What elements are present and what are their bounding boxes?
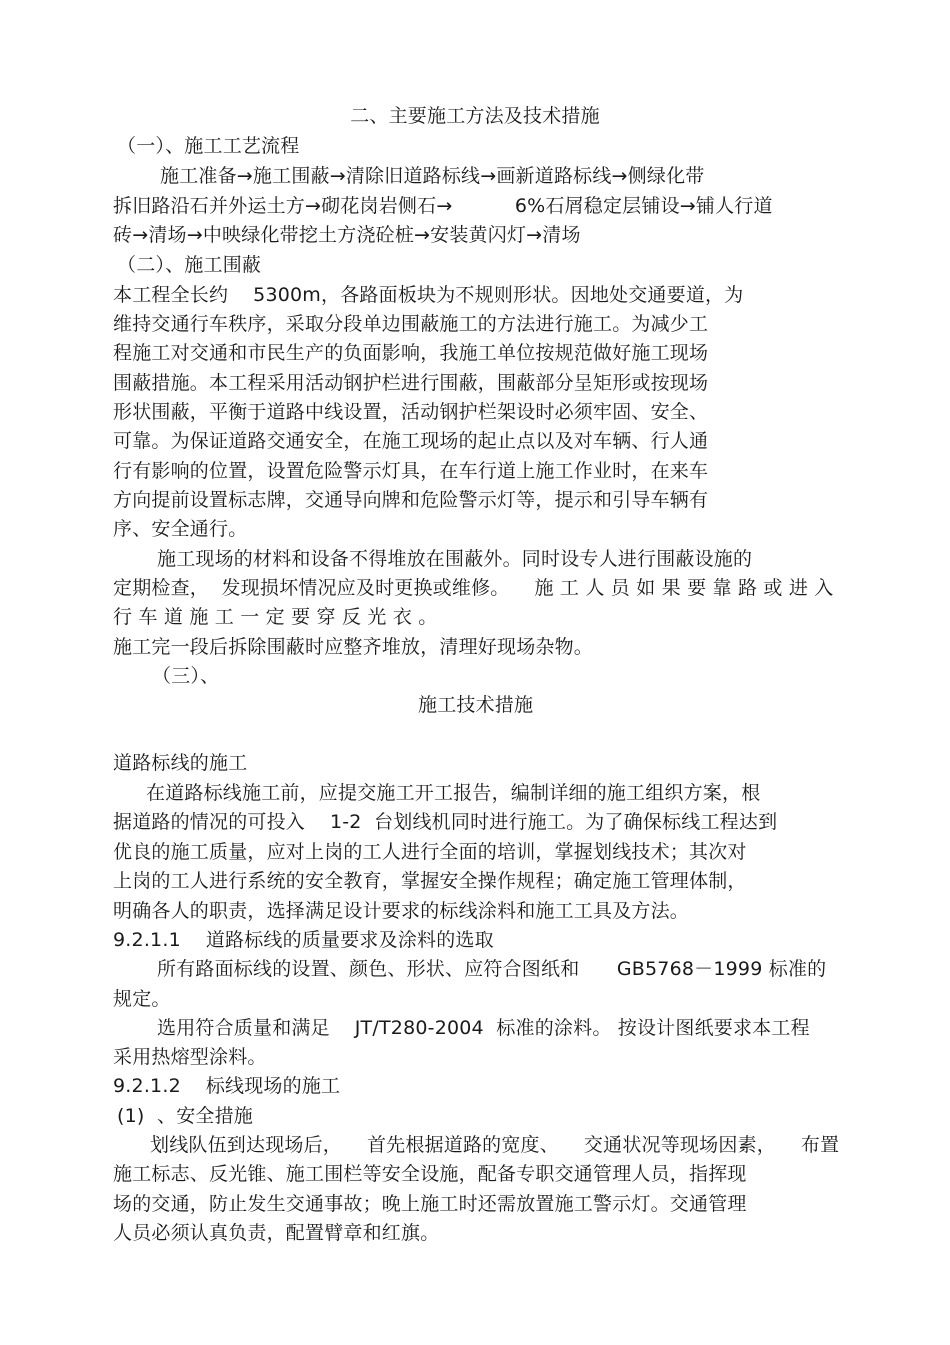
paragraph-line: 据道路的情况的可投入 1-2 台划线机同时进行施工。为了确保标线工程达到 [113,811,778,833]
paragraph-line: 施工完一段后拆除围蔽时应整齐堆放，清理好现场杂物。 [113,636,594,658]
section-2-heading: （二）、施工围蔽 [117,254,262,276]
paragraph-line: 施工准备→施工围蔽→清除旧道路标线→画新道路标线→侧绿化带 [160,165,705,187]
paragraph-line: 上岗的工人进行系统的安全教育，掌握安全操作规程；确定施工管理体制， [113,870,747,892]
subsection-heading: 道路标线的施工 [113,752,248,774]
paragraph-line: 行 车 道 施 工 一 定 要 穿 反 光 衣 。 [113,606,438,628]
paragraph-line: 所有路面标线的设置、颜色、形状、应符合图纸和 GB5768－1999 标准的 [157,958,827,980]
main-heading: 二、主要施工方法及技术措施 [350,105,600,127]
paragraph-line: 施工现场的材料和设备不得堆放在围蔽外。同时设专人进行围蔽设施的 [157,548,753,570]
paragraph-line: 施工标志、反光锥、施工围栏等安全设施，配备专职交通管理人员，指挥现 [113,1163,747,1185]
paragraph-line: 本工程全长约 5300m，各路面板块为不规则形状。因地处交通要道，为 [113,284,744,306]
paragraph-line: 规定。 [113,988,171,1010]
paragraph-line: 程施工对交通和市民生产的负面影响，我施工单位按规范做好施工现场 [113,342,709,364]
paragraph-line: 拆旧路沿石并外运土方→砌花岗岩侧石→ 6%石屑稳定层铺设→铺人行道 [113,195,773,217]
paragraph-line: 划线队伍到达现场后， 首先根据道路的宽度、 交通状况等现场因素， 布置 [150,1134,840,1156]
paragraph-line: 形状围蔽，平衡于道路中线设置，活动钢护栏架设时必须牢固、安全、 [113,401,709,423]
paragraph-line: 行有影响的位置，设置危险警示灯具，在车行道上施工作业时，在来车 [113,460,709,482]
paragraph-line: 维持交通行车秩序，采取分段单边围蔽施工的方法进行施工。为减少工 [113,313,709,335]
paragraph-line: 采用热熔型涂料。 [113,1046,267,1068]
clause-heading: 9.2.1.2 标线现场的施工 [113,1075,341,1097]
section-3-title: 施工技术措施 [418,694,534,716]
paragraph-line: 围蔽措施。本工程采用活动钢护栏进行围蔽，围蔽部分呈矩形或按现场 [113,372,709,394]
paragraph-line: 砖→清场→中映绿化带挖土方浇砼桩→安装黄闪灯→清场 [113,224,581,246]
section-3-heading: （三）、 [152,665,220,687]
paragraph-line: 在道路标线施工前，应提交施工开工报告，编制详细的施工组织方案，根 [146,782,761,804]
paragraph-line: 定期检查， 发现损坏情况应及时更换或维修。 施 工 人 员 如 果 要 靠 路 或 进 入 [113,577,834,599]
clause-heading: 9.2.1.1 道路标线的质量要求及涂料的选取 [113,929,494,951]
paragraph-line: 明确各人的职责，选择满足设计要求的标线涂料和施工工具及方法。 [113,900,690,922]
paragraph-line: 场的交通，防止发生交通事故；晚上施工时还需放置施工警示灯。交通管理 [113,1193,747,1215]
section-1-heading: （一）、施工工艺流程 [117,135,300,157]
paragraph-line: 可靠。为保证道路交通安全，在施工现场的起止点以及对车辆、行人通 [113,430,709,452]
list-item-heading: (1) 、安全措施 [117,1105,253,1127]
paragraph-line: 方向提前设置标志牌，交通导向牌和危险警示灯等，提示和引导车辆有 [113,489,709,511]
paragraph-line: 序、安全通行。 [113,518,248,540]
paragraph-line: 优良的施工质量，应对上岗的工人进行全面的培训，掌握划线技术；其次对 [113,841,747,863]
paragraph-line: 选用符合质量和满足 JT/T280-2004 标准的涂料。 按设计图纸要求本工程 [157,1017,810,1039]
paragraph-line: 人员必须认真负责，配置臂章和红旗。 [113,1222,440,1244]
